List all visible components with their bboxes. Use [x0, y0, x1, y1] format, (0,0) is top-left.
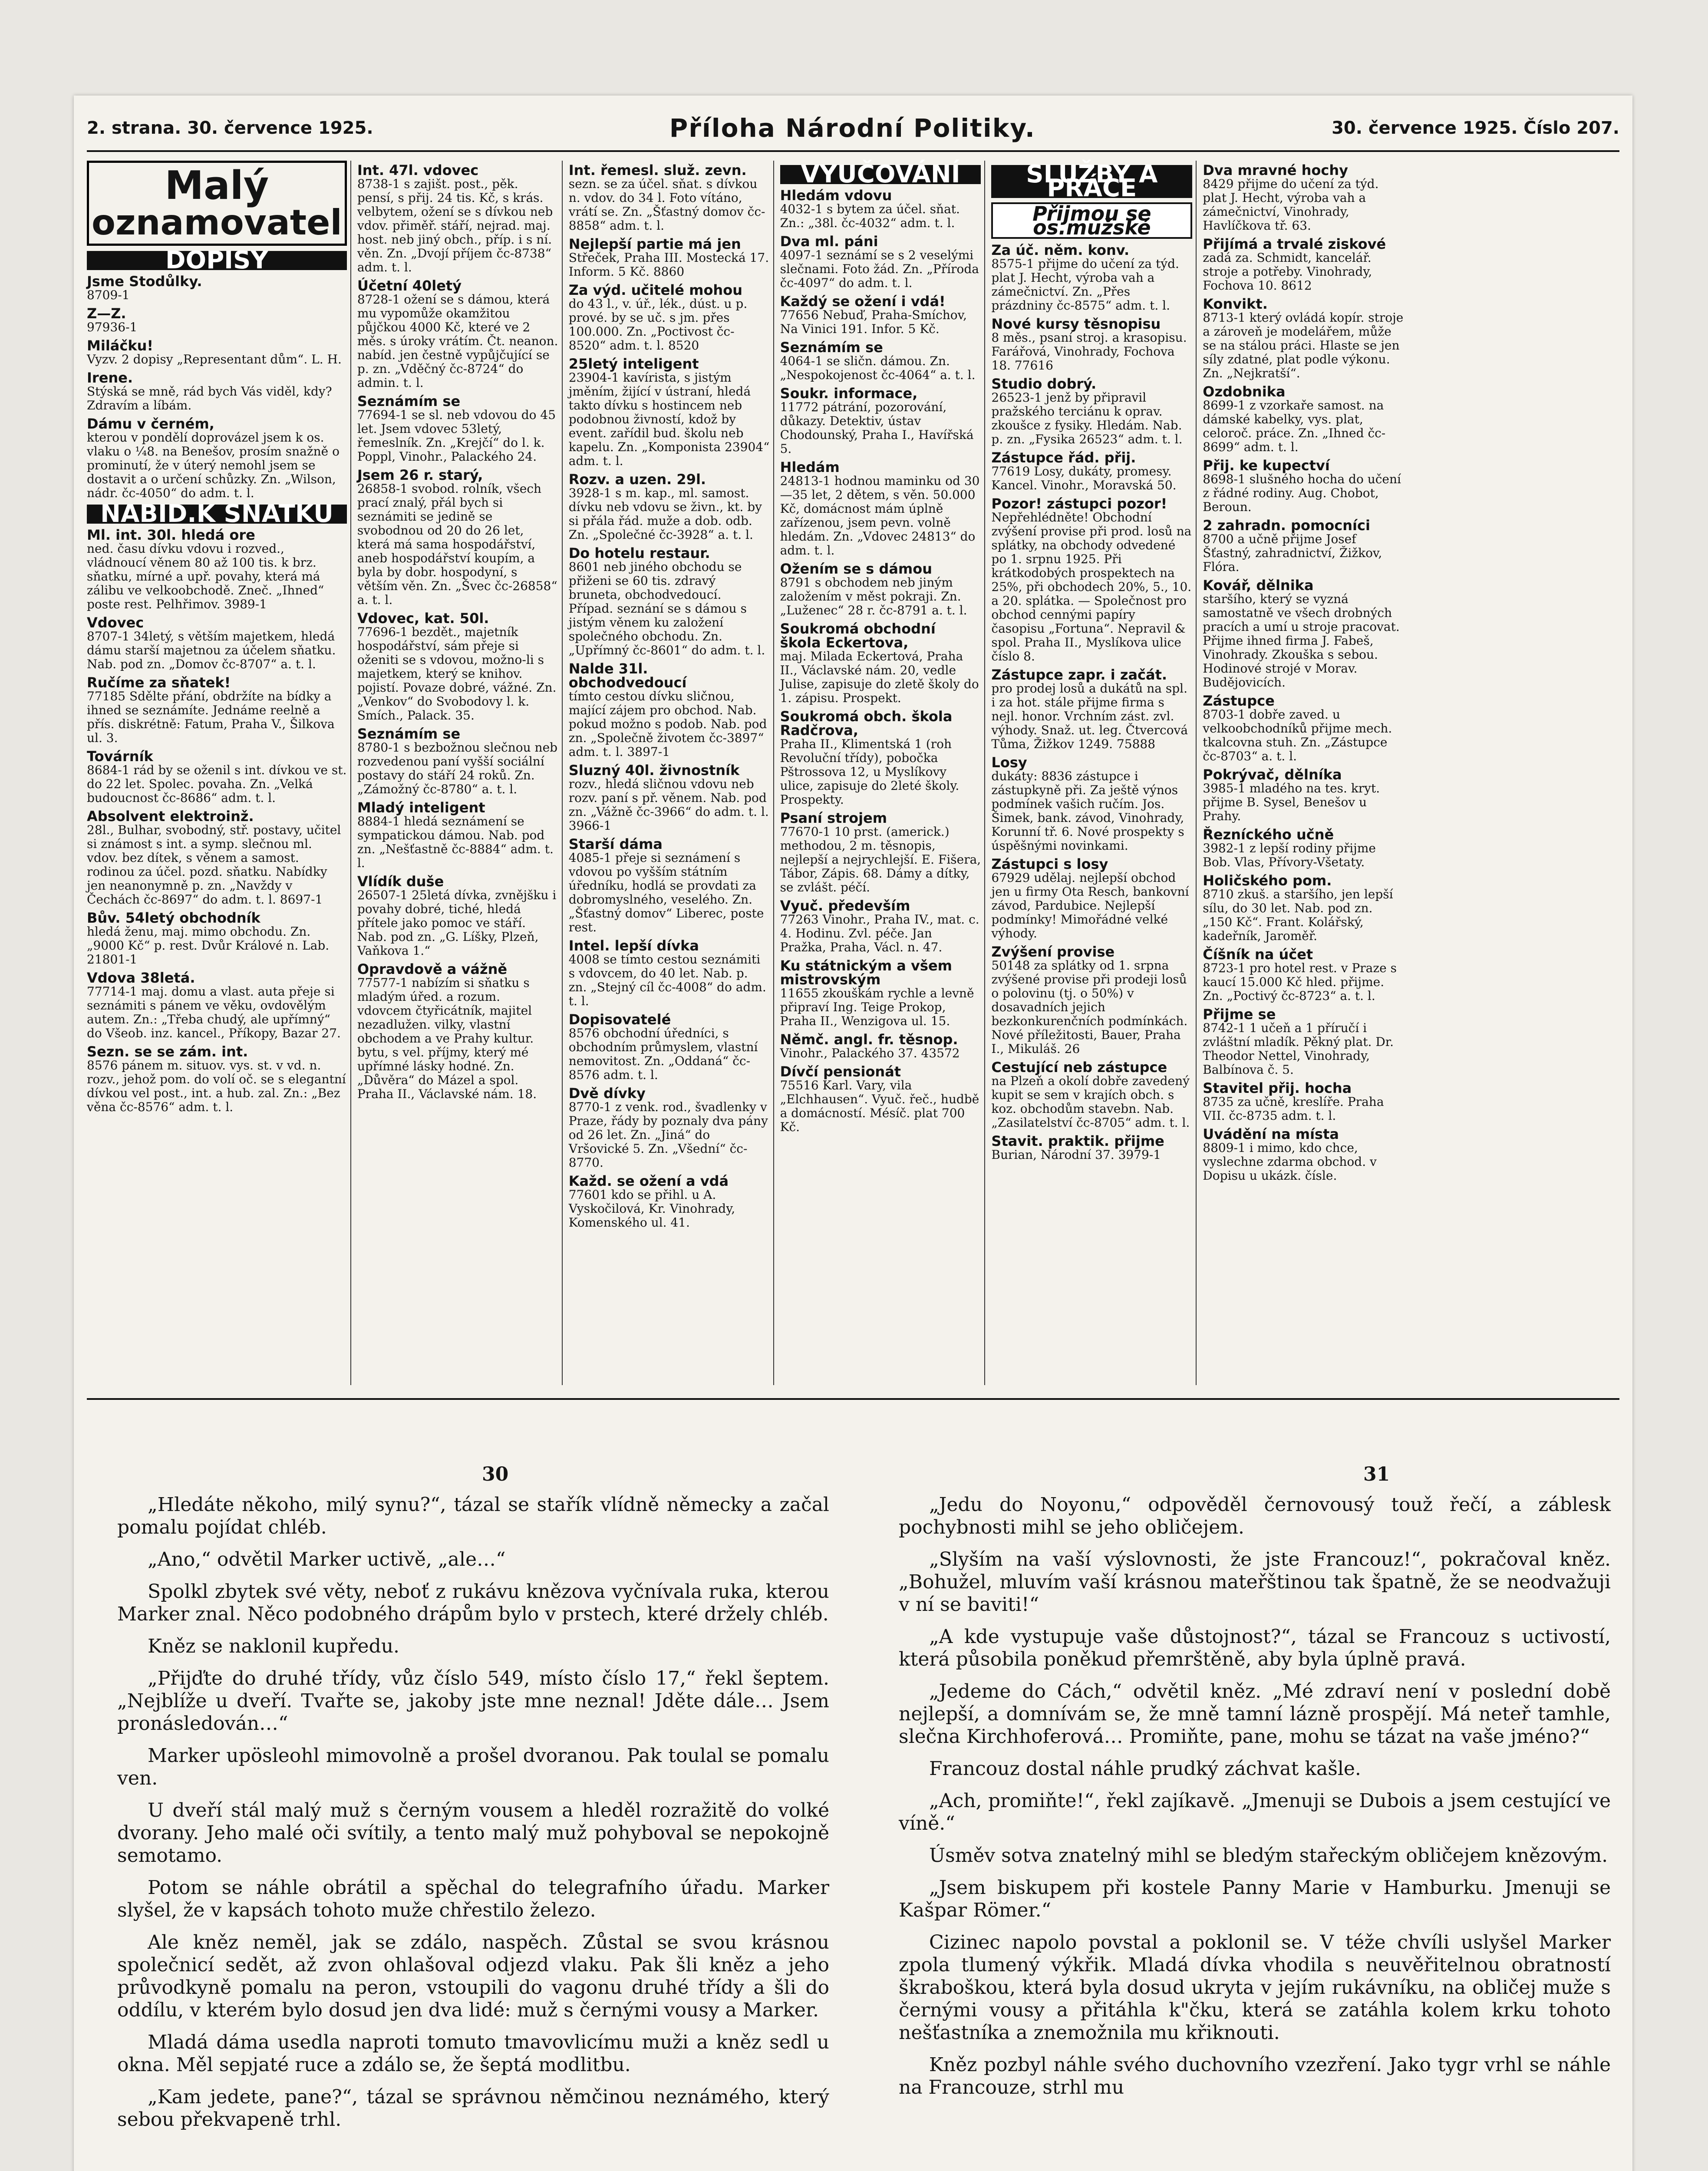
ad-heading: Soukromá obchodní škola Eckertova,	[780, 620, 936, 651]
classified-ad	[991, 317, 1192, 373]
classified-ad	[780, 622, 981, 705]
ad-text: 77714-1 maj. domu a vlast. auta přeje si seznámiti s pánem ve věku, ovdovělým autem. Zn.: „Třeba chudý, ale upřímný“ do Všeob. inz. kancel., Příkopy, Bazar 27.	[87, 984, 341, 1040]
story-paragraph: „Jsem biskupem při kostele Panny Marie v Hamburku. Jmenuji se Kašpar Römer.“	[899, 1877, 1611, 1921]
ad-heading: Pozor! zástupci pozor!	[991, 495, 1167, 512]
ad-heading: Přijme se	[1203, 1006, 1276, 1023]
ad-heading: Dívčí pensionát	[780, 1063, 901, 1080]
ad-text: 4064-1 se sličn. dámou. Zn. „Nespokojenost čc-4064“ a. t. l.	[780, 354, 976, 382]
ad-text: 4032-1 s bytem za účel. sňat. Zn.: „38l. čc-4032“ adm. t. l.	[780, 202, 960, 230]
classified-ad	[87, 616, 347, 671]
classified-ad	[780, 460, 981, 558]
ad-heading: Zástupce řád. přij.	[991, 449, 1136, 466]
story-paragraph: Potom se náhle obrátil a spěchal do telegrafního úřadu. Marker slyšel, že v kapsách tohoto muže chřestilo železo.	[117, 1877, 829, 1921]
ad-text: 28l., Bulhar, svobodný, stř. postavy, učitel si známost s int. a symp. slečnou ml. vdov. bez dítek, s věnem a samost. rodinou za účel. pozd. sňatku. Nabídky jen neanonymně p. zn. „Navždy v Čechách čc-8697“ do adm. t. l. 8697-1	[87, 823, 341, 907]
ad-text: 77694-1 se sl. neb vdovou do 45 let. Jsem vdovec 53letý, řemeslník. Zn. „Krejčí“ do l. k. Poppl, Vinohr., Palackého 24.	[357, 408, 556, 464]
section-dopisy: DOPISY	[87, 251, 347, 270]
story-paragraph: Francouz dostal náhle prudký záchvat kašle.	[929, 1758, 1361, 1780]
classified-ad	[357, 727, 558, 796]
ad-text: Střeček, Praha III. Mostecká 17. Inform. 5 Kč. 8860	[568, 251, 769, 279]
ad-heading: Ožením se s dámou	[780, 561, 933, 577]
classified-ad	[780, 188, 981, 230]
ad-heading: Zástupce zapr. i začát.	[991, 666, 1167, 683]
ad-heading: Řezníckého učně	[1203, 826, 1334, 843]
classified-ad	[87, 307, 347, 334]
ad-heading: Dámu v černém,	[87, 416, 214, 432]
story-paragraph: „Slyším na vaší výslovnosti, že jste Francouz!“, pokračoval kněz. „Bohužel, mluvím vaší krásnou mateřštinou tak špatně, že se neodvažuji v ní se baviti!“	[899, 1548, 1611, 1616]
ad-text: 4097-1 seznámí se s 2 veselými slečnami. Foto žád. Zn. „Příroda čc-4097“ do adm. t. l.	[780, 248, 979, 290]
ad-text: 8742-1 1 učeň a 1 příručí i zvláštní mladík. Pěkný plat. Dr. Theodor Nettel, Vinohrady, Balbínova č. 5.	[1203, 1021, 1394, 1077]
ad-heading: Jsem 26 r. starý,	[357, 467, 483, 483]
classified-ad	[780, 294, 981, 336]
ad-heading: Vdovec	[87, 614, 144, 631]
ad-text: 8576 obchodní úředníci, s obchodním průmyslem, vlastní nemovitost. Zn. „Oddaná“ čc-8576 adm. t. l.	[568, 1026, 758, 1082]
ad-heading: Irene.	[87, 370, 133, 386]
classified-ad	[991, 497, 1192, 663]
ad-heading: Ozdobnika	[1203, 383, 1286, 400]
ad-heading: Nalde 31l. obchodvedoucí	[568, 660, 687, 691]
column-1	[87, 161, 351, 1385]
ad-heading: Každ. se ožení a vdá	[568, 1173, 729, 1189]
ad-text: 77185 Sdělte přání, obdržíte na bídky a ihned se seznámíte. Jednáme reelně a přís. diskrétně: Fatum, Praha V., Šilkova ul. 3.	[87, 689, 335, 745]
ad-text: 3985-1 mladého na tes. kryt. přijme B. Sysel, Benešov u Prahy.	[1203, 781, 1380, 823]
section-prijmou: Přijmou se os.mužské	[991, 202, 1192, 239]
classified-ad	[991, 857, 1192, 940]
ad-heading: Stavit. praktik. přijme	[991, 1133, 1164, 1149]
ad-heading: Mladý inteligent	[357, 799, 485, 816]
ad-heading: 25letý inteligent	[568, 356, 699, 372]
ad-heading: Cestující neb zástupce	[991, 1059, 1167, 1076]
ad-text: 26858-1 svobod. rolník, všech prací znalý, přál bych si seznámiti se jedině se svobodnou od 20 do 26 let, která má sama hospodářství, aneb hospodářství koupím, a byla by dobr. hospodyní, s větším věn. Zn. „Švec čc-26858“ a. t. l.	[357, 482, 557, 607]
classified-ad	[87, 911, 347, 967]
col5-ads	[991, 243, 1192, 1162]
classified-ad	[569, 357, 770, 468]
ad-heading: Soukr. informace,	[780, 385, 918, 402]
ad-text: 4008 se tímto cestou seznámiti s vdovcem, do 40 let. Nab. p. zn. „Stejný cíl čc-4008“ do adm. t. l.	[568, 952, 766, 1008]
classified-ad	[1203, 828, 1405, 869]
classified-ad	[357, 874, 558, 958]
classified-ad	[87, 971, 347, 1040]
ad-text: 77577-1 nabízím si sňatku s mladým úřed. a rozum. vdovcem čtyřicátník, majitel nezadlužen. vilky, vlastní obchodem a ve Prahy kultur. bytu, s vel. příjmy, který mé upřímné lásky hodné. Zn. „Důvěra“ do Mázel a spol. Praha II., Václavské nám. 18.	[357, 976, 537, 1101]
ad-heading: Dva mravné hochy	[1203, 162, 1349, 178]
ad-heading: Seznámím se	[780, 339, 883, 356]
classified-ad	[1203, 237, 1405, 293]
story-page-right	[899, 1494, 1611, 2108]
column-6	[1203, 161, 1408, 1385]
ad-heading: Bův. 54letý obchodník	[87, 910, 260, 926]
ad-heading: Int. řemesl. služ. zevn.	[568, 162, 747, 178]
ad-text: kterou v pondělí doprovázel jsem k os. vlaku o ¼8. na Benešov, prosím snažně o prominutí, že v úterý nemohl jsem se dostavit a o určení schůzky. Zn. „Wilson, nádr. čc-4050“ do adm. t. l.	[87, 430, 340, 500]
classified-ad	[991, 377, 1192, 446]
classified-ad	[1203, 694, 1405, 763]
ad-text: Vinohr., Palackého 37. 43572	[780, 1046, 960, 1060]
ad-heading: Továrník	[87, 748, 153, 765]
header-title: Příloha Národní Politiky.	[669, 113, 1035, 143]
ad-heading: Absolvent elektroinž.	[87, 808, 254, 825]
ad-text: maj. Milada Eckertová, Praha II., Václavské nám. 20, vedle Julise, zapisuje do zletě školy do 1. zápisu. Prospekt.	[780, 649, 979, 705]
ad-heading: Dva ml. páni	[780, 233, 878, 250]
ad-text: 8703-1 dobře zaved. u velkoobchodníků přijme mech. tkalcovna stuh. Zn. „Zástupce čc-8703“ a. t. l.	[1203, 707, 1392, 763]
classified-ad	[1203, 1081, 1405, 1123]
col1b-ads	[87, 528, 347, 1114]
story-paragraph: „Přijďte do druhé třídy, vůz číslo 549, místo číslo 17,“ řekl šeptem. „Nejblíže u dveří. Tvařte se, jakoby jste mne neznal! Jděte dále… Jsem pronásledován…“	[117, 1667, 829, 1735]
ad-heading: Hledám vdovu	[780, 187, 892, 204]
classified-ad	[1203, 1007, 1405, 1077]
ad-text: 77670-1 10 prst. (americk.) methodou, 2 m. těsnopis, nejlepší a nejrychlejší. E. Fišera, Tábor, Zápis. 68. Dámy a dítky, se zvlášt. péčí.	[780, 825, 981, 894]
ad-text: na Plzeň a okolí dobře zavedený kupit se sem v krajích obch. s koz. obchodům stavebn. Nab. „Zasilatelství čc-8705“ adm. t. l.	[991, 1074, 1190, 1130]
classified-ad	[780, 1065, 981, 1134]
ad-text: 77619 Losy, dukáty, promesy. Kancel. Vinohr., Moravská 50.	[991, 464, 1177, 492]
ad-text: 8575-1 přijme do učení za týd. plat J. Hecht, výroba vah a zámečnictví. Zn. „Přes prázdniny čc-8575“ adm. t. l.	[991, 257, 1179, 313]
ad-text: 23904-1 kavírista, s jistým jměním, žijící v ústraní, hledá takto dívku s hostincem neb podobnou živností, kdož by event. zařídil bud. školu neb kapelu. Zn. „Komponista 23904“ adm. t. l.	[568, 370, 770, 468]
ad-text: ned. času dívku vdovu i rozved., vládnoucí věnem 80 až 100 tis. k brz. sňatku, mírné a upř. povahy, která má zálibu ve velkoobchodě. Zneč. „Ihned“ poste rest. Pelhřimov. 3989-1	[87, 541, 324, 611]
column-2	[357, 161, 563, 1385]
classified-ad	[1203, 947, 1405, 1003]
ad-heading: Studio dobrý.	[991, 376, 1097, 392]
ad-text: 8809-1 i mimo, kdo chce, vyslechne zdarma obchod. v Dopisu u ukázk. čísle.	[1203, 1141, 1377, 1183]
classified-ad	[357, 962, 558, 1101]
classified-ad	[569, 1013, 770, 1082]
ad-heading: Soukromá obch. škola Radčrova,	[780, 708, 953, 739]
newspaper-page	[74, 96, 1632, 2171]
ad-text: rozv., hledá sličnou vdovu neb rozv. paní s př. věnem. Nab. pod zn. „Vážně čc-3966“ do adm. t. l. 3966-1	[568, 777, 769, 833]
ad-text: 8780-1 s bezbožnou slečnou neb rozvedenou paní vyšší sociální postavy do stáří 24 roků. Zn. „Zámožný čc-8780“ a. t. l.	[357, 740, 558, 796]
ad-heading: Kovář, dělnika	[1203, 577, 1314, 594]
classified-ad	[357, 163, 558, 274]
story-paragraph: „Ano,“ odvětil Marker uctivě, „ale…“	[148, 1548, 506, 1571]
ad-text: 8884-1 hledá seznámení se sympatickou dámou. Nab. pod zn. „Nešťastně čc-8884“ adm. t. l.	[357, 814, 554, 870]
ad-text: 8770-1 z venk. rod., švadlenky v Praze, řády by poznaly dva pány od 26 let. Zn. „Jiná“ do Vršovické 5. Zn. „Všední“ čc-8770.	[568, 1100, 768, 1170]
ad-heading: Nové kursy těsnopisu	[991, 316, 1161, 332]
ad-heading: Zástupce	[1203, 693, 1275, 709]
classified-ad	[569, 1086, 770, 1170]
col6-ads	[1203, 163, 1405, 1183]
story-paragraph: U dveří stál malý muž s černým vousem a hleděl rozražitě do volké dvorany. Jeho malé oči svítily, a tento malý muž pohyboval se nepokojně semotamo.	[117, 1799, 829, 1867]
classified-ad	[991, 243, 1192, 313]
classified-ad	[780, 1033, 981, 1060]
ad-heading: Ku státnickým a všem mistrovským	[780, 957, 952, 988]
ad-heading: Seznámím se	[357, 726, 461, 742]
header-date-right: 30. července 1925. Číslo 207.	[1332, 118, 1619, 138]
ad-heading: Dopisovatelé	[568, 1011, 671, 1028]
ad-heading: Němč. angl. fr. těsnop.	[780, 1031, 958, 1048]
ad-text: 8791 s obchodem neb jiným založením v měst pokraji. Zn. „Luženec“ 28 r. čc-8791 a. t. l.	[780, 575, 967, 617]
ad-heading: Účetní 40letý	[357, 277, 462, 294]
ad-text: zadá za. Schmidt, kancelář. stroje a potřeby. Vinohrady, Fochova 10. 8612	[1203, 251, 1372, 293]
ad-text: 8713-1 který ovládá kopír. stroje a zároveň je modelářem, může se na stálou práci. Hlaste se jen síly zdatné, plat podle výkonu. Zn. „Nejkratší“.	[1203, 310, 1404, 380]
classified-ad	[991, 756, 1192, 853]
classified-ad	[357, 611, 558, 723]
column-3	[569, 161, 774, 1385]
page-number-left: 30	[482, 1463, 509, 1485]
ad-heading: Seznámím se	[357, 393, 461, 409]
ad-heading: Uvádění na místa	[1203, 1126, 1339, 1142]
classified-ad	[87, 1045, 347, 1114]
classified-ad	[991, 1134, 1192, 1162]
ad-text: 8707-1 34letý, s větším majetkem, hledá dámu starší majetnou za účelem sňatku. Nab. pod zn. „Domov čc-8707“ a. t. l.	[87, 629, 336, 671]
classified-ad	[569, 472, 770, 542]
classified-ad	[780, 959, 981, 1028]
ad-heading: Losy	[991, 754, 1027, 771]
ad-heading: Číšník na účet	[1203, 946, 1313, 963]
ad-text: 77656 Nebuď, Praha-Smíchov, Na Vinici 191. Infor. 5 Kč.	[780, 308, 967, 336]
section-sluzby: SLUŽBY A PRÁCE	[991, 165, 1192, 198]
ad-text: 8698-1 slušného hocha do učení z řádné rodiny. Aug. Chobot, Beroun.	[1203, 472, 1401, 514]
story-paragraph: Úsměv sotva znatelný mihl se bledým stařeckým obličejem knězovým.	[929, 1844, 1608, 1867]
story-paragraph: Spolkl zbytek své věty, neboť z rukávu knězova vyčnívala ruka, kterou Marker znal. Něco podobného drápům bylo v prstech, které držely chléb.	[117, 1580, 829, 1625]
ad-text: 8700 a učně přijme Josef Šťastný, zahradnictví, Žižkov, Flóra.	[1203, 532, 1382, 574]
ad-text: 8723-1 pro hotel rest. v Praze s kaucí 15.000 Kč hled. přijme. Zn. „Poctivý čc-8723“ a. t. l.	[1203, 961, 1397, 1003]
ad-text: pro prodej losů a dukátů na spl. i za hot. stále přijme firma s nejl. honor. Vrchním zást. zvl. výhody. Snaž. ut. leg. Čtvercová Tůma, Žižkov 1249. 75888	[991, 681, 1188, 751]
ad-text: 24813-1 hodnou maminku od 30—35 let, 2 dětem, s věn. 50.000 Kč, domácnost mám úplně zařízenou, jsem pevn. volně hledám. Zn. „Vdovec 24813“ do adm. t. l.	[780, 474, 980, 558]
page-header	[87, 109, 1619, 148]
classified-ad	[1203, 768, 1405, 823]
ad-heading: Int. 47l. vdovec	[357, 162, 479, 178]
brand-line-2: oznamovatel	[92, 202, 342, 243]
story-paragraph: „Kam jedete, pane?“, tázal se správnou němčinou neznámého, který sebou překvapeně trhl.	[117, 2086, 829, 2131]
ad-heading: Nejlepší partie má jen	[568, 236, 741, 252]
ad-heading: Za výd. učitelé mohou	[568, 282, 742, 298]
story-paragraph: Marker upösleohl mimovolně a prošel dvoranou. Pak toulal se pomalu ven.	[117, 1745, 829, 1789]
story-paragraph: „Jedeme do Cách,“ odvětil kněz. „Mé zdraví není v poslední době nejlepší, a domnívám se, že mně tamní lázně prospějí. Má neteř tamhle, slečna Kirchhoferová… Promiňte, pane, mohu se tázat na vaše jméno?“	[899, 1680, 1611, 1748]
story-paragraph: „Jedu do Noyonu,“ odpověděl černovousý touž řečí, a záblesk pochybnosti mihl se jeho obličejem.	[899, 1494, 1611, 1538]
classified-ad	[780, 709, 981, 807]
story-paragraph: Kněz pozbyl náhle svého duchovního vzezření. Jako tygr vrhl se náhle na Francouze, strhl mu	[899, 2054, 1611, 2098]
ad-heading: Sezn. se se zám. int.	[87, 1043, 248, 1060]
ad-heading: Přijímá a trvalé ziskové	[1203, 236, 1386, 252]
body-rule	[87, 1398, 1619, 1400]
ad-text: 77263 Vinohr., Praha IV., mat. c. 4. Hodinu. Zvl. péče. Jan Pražka, Praha, Václ. n. 47.	[780, 912, 979, 954]
ad-text: staršího, který se vyzná samostatně ve všech drobných pracích a umí u stroje pracovat. Přijme ihned firma J. Fabeš, Vinohrady. Zkouška s sebou. Hodinové strojé v Morav. Budějovicích.	[1203, 592, 1400, 690]
classified-ad	[1203, 518, 1405, 574]
ad-text: 8576 pánem m. situov. vys. st. v vd. n. rozv., jehož pom. do volí oč. se s elegantní dívkou vel post., int. a hub. zal. Zn.: „Bez věna čc-8576“ adm. t. l.	[87, 1058, 346, 1114]
ad-text: Stýská se mně, rád bych Vás viděl, kdy? Zdravím a líbám.	[87, 384, 332, 412]
ad-text: 8699-1 z vzorkaře samost. na dámské kabelky, vys. plat, celoroč. práce. Zn. „Ihned čc-8699“ adm. t. l.	[1203, 398, 1386, 454]
ad-text: 4085-1 přeje si seznámení s vdovou po vyšším státním úředníku, hodlá se provdati za dobromyslného, veselého. Zn. „Šťastný domov“ Liberec, poste rest.	[568, 851, 764, 934]
ad-text: 50148 za splátky od 1. srpna zvýšené provise při prodeji losů o polovinu (tj. o 50%) v dosavadních jejich bezkonkurenčních podmínkách. Nové příležitosti, Bauer, Praha I., Mikuláš. 26	[991, 958, 1188, 1056]
ad-heading: Vdovec, kat. 50l.	[357, 610, 489, 627]
classified-ad	[569, 237, 770, 279]
classified-ad	[991, 1060, 1192, 1130]
classified-ad	[780, 340, 981, 382]
classified-ad	[991, 668, 1192, 751]
classified-ad	[87, 339, 347, 366]
classified-ad	[569, 163, 770, 233]
page-number-right: 31	[1363, 1463, 1390, 1485]
story-page-left	[117, 1494, 829, 2141]
classified-ad	[87, 676, 347, 745]
classified-ad	[87, 274, 347, 302]
ad-heading: Intel. lepší dívka	[568, 937, 699, 954]
header-rule	[87, 150, 1619, 152]
ad-heading: Zástupci s losy	[991, 856, 1108, 872]
ad-heading: Dvě dívky	[568, 1085, 646, 1102]
ad-heading: Do hotelu restaur.	[568, 545, 710, 561]
classified-ad	[1203, 163, 1405, 233]
ad-text: 67929 udělaj. nejlepší obchod jen u firmy Ota Resch, bankovní závod, Pardubice. Nejlepší podmínky! Mimořádné velké výhody.	[991, 871, 1189, 940]
ad-heading: Rozv. a uzen. 29l.	[568, 471, 706, 488]
classified-ad	[569, 939, 770, 1008]
col3-ads	[569, 163, 770, 1230]
ad-heading: Vdova 38letá.	[87, 970, 195, 986]
ad-text: Burian, Národní 37. 3979-1	[991, 1148, 1161, 1162]
col1-ads	[87, 274, 347, 500]
classifieds-columns	[87, 161, 1619, 1385]
ad-heading: Ml. int. 30l. hledá ore	[87, 527, 255, 543]
ad-heading: Z—Z.	[87, 305, 126, 322]
ad-text: 26523-1 jenž by připravil pražského terciánu k oprav. zkoušce z fysiky. Hledám. Nab. p. zn. „Fysika 26523“ adm. t. l.	[991, 390, 1183, 446]
ad-text: hledá ženu, maj. mimo obchodu. Zn. „9000 Kč“ p. rest. Dvůr Králové n. Lab. 21801-1	[87, 924, 330, 967]
ad-heading: Psaní strojem	[780, 810, 887, 826]
ad-text: 77696-1 bezdět., majetník hospodářství, sám přeje si oženiti se s vdovou, možno-li s majetkem, který se knihov. pojistí. Povaze dobré, vážné. Zn. „Venkov“ do Svobodovy l. k. Smích., Palack. 35.	[357, 625, 557, 723]
ad-heading: Konvikt.	[1203, 296, 1268, 312]
ad-text: Praha II., Klimentská 1 (roh Revoluční třídy), pobočka Pštrossova 12, u Myslíkovy ulice, zapisuje do 2leté školy. Prospekty.	[780, 737, 960, 807]
classified-ad	[991, 945, 1192, 1056]
story-paragraph: Cizinec napolo povstal a poklonil se. V téže chvíli uslyšel Marker zpola tlumený výkřik. Mladá dívka vhodila s neuvěřitelnou obratností škraboškou, která byla dosud ukryta v jejím rukávníku, na obličej muže s černými vousy a přitáhla k"čku, která se zatáhla kolem krku tohoto nešťastníka a znemožnila mu křiknouti.	[899, 1931, 1611, 2044]
ad-heading: Holičského pom.	[1203, 872, 1332, 889]
ad-heading: Zvýšení provise	[991, 944, 1115, 960]
ad-text: 97936-1	[87, 320, 138, 334]
ad-heading: Za úč. něm. konv.	[991, 242, 1130, 258]
classified-ad	[357, 468, 558, 607]
classified-ad	[780, 899, 981, 954]
section-nabid: NABID.K SNATKU	[87, 505, 347, 524]
ad-text: 11772 pátrání, pozorování, důkazy. Detektiv, ústav Chodounský, Praha I., Havířská 5.	[780, 400, 974, 456]
ad-heading: Opravdově a vážně	[357, 961, 508, 977]
ad-text: Nepřehlédněte! Obchodní zvýšení provise při prod. losů na splátky, na obchody odvedené po 1. srpnu 1925. Při krátkodobých prospektech na 25%, při obchodech 20%, 5., 10. a 20. splátka. — Společnost pro obchod cennými papíry časopisu „Fortuna“. Nepravil & spol. Praha II., Myslíkova ulice číslo 8.	[991, 510, 1192, 663]
column-4	[780, 161, 986, 1385]
classified-ad	[1203, 874, 1405, 943]
classified-ad	[87, 528, 347, 611]
classified-ad	[991, 451, 1192, 492]
header-date-left: 2. strana. 30. července 1925.	[87, 118, 373, 138]
classified-ad	[1203, 1127, 1405, 1183]
ad-heading: 2 zahradn. pomocníci	[1203, 517, 1370, 534]
classified-ad	[569, 763, 770, 833]
story-paragraph: Kněz se naklonil kupředu.	[148, 1635, 400, 1657]
ad-heading: Vlídík duše	[357, 873, 444, 890]
ad-text: tímto cestou dívku sličnou, mající zájem pro obchod. Nab. pokud možno s podob. Nab. pod zn. „Společně životem čc-3897“ adm. t. l. 3897-1	[568, 689, 767, 759]
col4-ads	[780, 188, 981, 1134]
ad-text: 3982-1 z lepší rodiny přijme Bob. Vlas, Přívory-Všetaty.	[1203, 841, 1376, 869]
ad-text: 8429 přijme do učení za týd. plat J. Hecht, výroba vah a zámečnictví, Vinohrady, Havlíčkova tř. 63.	[1203, 177, 1379, 233]
classified-ad	[569, 837, 770, 934]
ad-text: 75516 Karl. Vary, vila „Elchhausen“. Vyuč. řeč., hudbě a domácností. Mésíč. plat 700 Kč.	[780, 1078, 979, 1134]
column-5	[991, 161, 1197, 1385]
classified-ad	[1203, 578, 1405, 690]
ad-heading: Starší dáma	[568, 836, 663, 852]
classified-ad	[357, 279, 558, 390]
ad-heading: Jsme Stodůlky.	[87, 273, 202, 290]
classified-ad	[780, 234, 981, 290]
ad-text: 77601 kdo se přihl. u A. Vyskočilová, Kr. Vinohrady, Komenského ul. 41.	[568, 1188, 735, 1230]
ad-text: sezn. se za účel. sňat. s dívkou n. vdov. do 34 l. Foto vítáno, vrátí se. Zn. „Šťastný domov čc-8858“ adm. t. l.	[568, 177, 765, 233]
classified-ad	[780, 562, 981, 617]
ad-text: 11655 zkouškám rychle a levně připraví Ing. Teige Prokop, Praha II., Wenzigova ul. 15.	[780, 986, 974, 1028]
ad-heading: Stavitel přij. hocha	[1203, 1080, 1352, 1096]
ad-heading: Sluzný 40l. živnostník	[568, 762, 740, 779]
ad-text: 8601 neb jiného obchodu se přiženi se 60 tis. zdravý bruneta, obchodvedoucí. Případ. seznání se s dámou s jistým věnem ku založení společného obchodu. Zn. „Upřímný čc-8601“ do adm. t. l.	[568, 560, 765, 657]
story-paragraph: „A kde vystupuje vaše důstojnost?“, tázal se Francouz s uctivostí, která působila poněkud přemrštěně, aby byla úplně pravá.	[899, 1626, 1611, 1670]
ad-heading: Každý se ožení i vdá!	[780, 293, 946, 310]
ad-text: 8710 zkuš. a staršího, jen lepší sílu, do 30 let. Nab. pod zn. „150 Kč“. Frant. Kolářský, kadeřník, Jaroměř.	[1203, 887, 1393, 943]
classified-ad	[357, 394, 558, 464]
ad-text: dukáty: 8836 zástupce i zástupkyně při. Za ještě výnos podmínek vašich ručím. Jos. Šimek, bank. závod, Vinohrady, Korunní tř. 6. Nové prospekty s úspěšnými novinkami.	[991, 769, 1184, 853]
classified-ad	[357, 801, 558, 870]
ad-text: 8738-1 s zajišt. post., pěk. pensí, s přij. 24 tis. Kč, s krás. velbytem, ožení se s dívkou neb vdov. přiměř. stáří, nejrad. maj. host. neb jiný obch., příp. i s ní. věn. Zn. „Dvojí příjem čc-8738“ adm. t. l.	[357, 177, 553, 274]
classified-ad	[780, 811, 981, 894]
ad-heading: Přij. ke kupectví	[1203, 457, 1330, 474]
classified-ad	[87, 809, 347, 907]
ad-heading: Vyuč. především	[780, 897, 910, 914]
classified-ad	[87, 371, 347, 412]
classified-ad	[569, 546, 770, 657]
ad-text: 8 měs., psaní stroj. a krasopisu. Farářová, Vinohrady, Fochova 18. 77616	[991, 330, 1187, 373]
ad-heading: Pokrývač, dělníka	[1203, 766, 1342, 783]
story-paragraph: Ale kněz neměl, jak se zdálo, naspěch. Zůstal se svou krásnou společnicí sedět, až zvon ohlašoval odjezd vlaku. Pak šli kněz a jeho průvodkyně pomalu na peron, vstoupili do vagonu druhé třídy a šli do oddílu, v kterém bylo dosud jen dva lidé: muž s černými vousy a Marker.	[117, 1931, 829, 2021]
ad-text: 8709-1	[87, 288, 130, 302]
ad-text: 3928-1 s m. kap., ml. samost. dívku neb vdovu se živn., kt. by si přála řád. muže a dob. odb. Zn. „Společné čc-3928“ a. t. l.	[568, 486, 762, 542]
story-paragraph: „Hledáte někoho, milý synu?“, tázal se stařík vlídně německy a začal pomalu pojídat chléb.	[117, 1494, 829, 1538]
ad-text: 26507-1 25letá dívka, zvnějšku i povahy dobré, tiché, hledá přítele jako pomoc ve stáří. Nab. pod zn. „G. Líšky, Plzeň, Vaňkova 1.“	[357, 888, 557, 958]
story-paragraph: Mladá dáma usedla naproti tomuto tmavovlicímu muži a kněz sedl u okna. Měl sepjaté ruce a zdálo se, že šeptá modlitbu.	[117, 2031, 829, 2076]
col2-ads	[357, 163, 558, 1101]
ad-heading: Hledám	[780, 459, 840, 475]
classified-ad	[780, 386, 981, 456]
ad-text: 8735 za učně, kreslíře. Praha VII. čc-8735 adm. t. l.	[1203, 1095, 1384, 1123]
ad-heading: Miláčku!	[87, 337, 153, 354]
ad-heading: Ručíme za sňatek!	[87, 674, 231, 691]
classified-ad	[87, 749, 347, 805]
ad-text: do 43 l., v. úř., lék., dúst. u p. prové. by se uč. s jm. přes 100.000. Zn. „Poctivost čc-8520“ adm. t. l. 8520	[568, 297, 748, 353]
classified-ad	[569, 662, 770, 759]
classified-ad	[1203, 459, 1405, 514]
classified-ad	[569, 283, 770, 353]
story-paragraph: „Ach, promiňte!“, řekl zajíkavě. „Jmenuji se Dubois a jsem cestující ve víně.“	[899, 1790, 1611, 1834]
ad-text: 8684-1 rád by se oženil s int. dívkou ve st. do 22 let. Spolec. povaha. Zn. „Velká budoucnost čc-8686“ adm. t. l.	[87, 763, 347, 805]
brand-line-1: Malý	[165, 163, 269, 208]
classified-ad	[569, 1174, 770, 1230]
ad-text: 8728-1 ožení se s dámou, která mu vypomůže okamžitou půjčkou 4000 Kč, které ve 2 měs. s úroky vrátím. Čt. neanon. nabíd. jen čestně vypůjčující se p. zn. „Vděčný čc-8724“ do admin. t. l.	[357, 292, 558, 390]
classified-ad	[87, 417, 347, 500]
brand-logo	[87, 161, 347, 246]
ad-text: Vyzv. 2 dopisy „Representant dům“. L. H.	[87, 352, 342, 366]
classified-ad	[1203, 385, 1405, 454]
classified-ad	[1203, 297, 1405, 380]
section-vyucovani: VYUČOVÁNÍ	[780, 165, 981, 184]
